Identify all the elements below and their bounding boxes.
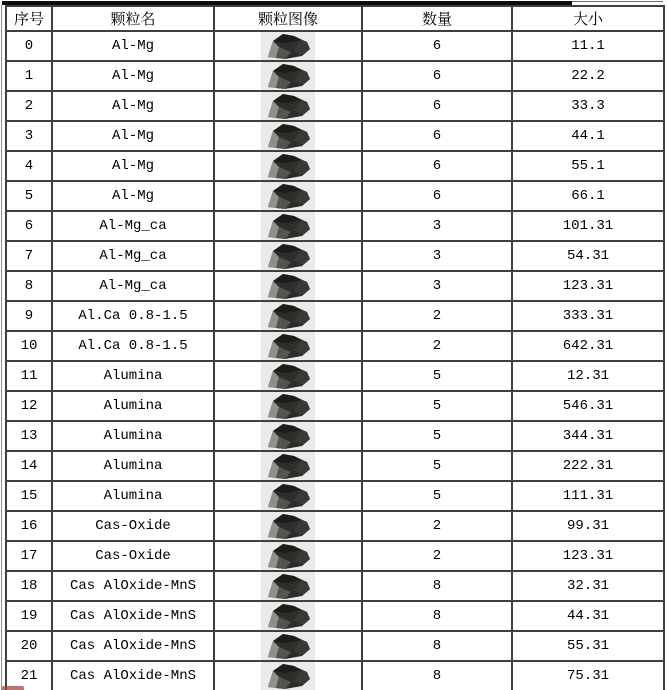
cell-particle-name: Al-Mg_ca	[52, 211, 214, 241]
particle-thumbnail-icon	[261, 302, 315, 330]
cell-particle-image	[214, 31, 362, 61]
cell-count: 8	[362, 631, 512, 661]
cell-particle-image	[214, 361, 362, 391]
cell-size: 54.31	[512, 241, 664, 271]
cell-particle-name: Al-Mg	[52, 31, 214, 61]
bottom-left-artifact	[2, 686, 24, 690]
cell-particle-image	[214, 301, 362, 331]
cell-count: 6	[362, 31, 512, 61]
cell-particle-name: Alumina	[52, 361, 214, 391]
table-row[interactable]	[6, 241, 664, 271]
cell-count: 2	[362, 511, 512, 541]
cell-particle-name: Al-Mg	[52, 151, 214, 181]
cell-particle-name: Cas-Oxide	[52, 541, 214, 571]
cell-particle-image	[214, 211, 362, 241]
particle-thumbnail-icon	[261, 32, 315, 60]
cell-particle-image	[214, 631, 362, 661]
cell-size: 66.1	[512, 181, 664, 211]
table-row[interactable]	[6, 91, 664, 121]
table-row[interactable]	[6, 601, 664, 631]
table-row[interactable]	[6, 361, 664, 391]
cell-particle-image	[214, 241, 362, 271]
cell-particle-name: Al-Mg	[52, 61, 214, 91]
cell-count: 3	[362, 211, 512, 241]
particle-table-container	[1, 5, 665, 690]
table-row[interactable]	[6, 301, 664, 331]
cell-size: 99.31	[512, 511, 664, 541]
cell-count: 6	[362, 121, 512, 151]
cell-particle-image	[214, 391, 362, 421]
particle-thumbnail-icon	[261, 482, 315, 510]
particle-thumbnail-icon	[261, 272, 315, 300]
particle-thumbnail-icon	[261, 332, 315, 360]
cell-size: 12.31	[512, 361, 664, 391]
cell-count: 2	[362, 331, 512, 361]
cell-particle-name: Cas AlOxide-MnS	[52, 631, 214, 661]
cell-index: 11	[6, 361, 52, 391]
cell-count: 3	[362, 241, 512, 271]
cell-size: 32.31	[512, 571, 664, 601]
cell-count: 5	[362, 421, 512, 451]
cell-particle-name: Al-Mg	[52, 91, 214, 121]
particle-thumbnail-icon	[261, 512, 315, 540]
cell-size: 123.31	[512, 541, 664, 571]
cell-index: 2	[6, 91, 52, 121]
header-particle-image[interactable]: 颗粒图像	[214, 6, 362, 31]
cell-particle-name: Al-Mg	[52, 181, 214, 211]
particle-thumbnail-icon	[261, 62, 315, 90]
cell-size: 75.31	[512, 661, 664, 690]
particle-thumbnail-icon	[261, 212, 315, 240]
cell-particle-image	[214, 571, 362, 601]
cell-size: 222.31	[512, 451, 664, 481]
table-body	[6, 31, 664, 690]
header-size[interactable]: 大小	[512, 6, 664, 31]
cell-count: 8	[362, 661, 512, 690]
cell-particle-image	[214, 541, 362, 571]
table-row[interactable]	[6, 481, 664, 511]
table-row[interactable]	[6, 661, 664, 690]
particle-thumbnail-icon	[261, 452, 315, 480]
table-row[interactable]	[6, 571, 664, 601]
cell-index: 15	[6, 481, 52, 511]
cell-particle-name: Alumina	[52, 481, 214, 511]
particle-thumbnail-icon	[261, 392, 315, 420]
cell-index: 13	[6, 421, 52, 451]
cell-size: 333.31	[512, 301, 664, 331]
cell-count: 6	[362, 151, 512, 181]
table-row[interactable]	[6, 121, 664, 151]
cell-index: 21	[6, 661, 52, 690]
cell-index: 18	[6, 571, 52, 601]
table-row[interactable]	[6, 151, 664, 181]
cell-count: 2	[362, 541, 512, 571]
cell-particle-image	[214, 511, 362, 541]
table-row[interactable]	[6, 31, 664, 61]
particle-thumbnail-icon	[261, 92, 315, 120]
cell-index: 5	[6, 181, 52, 211]
table-row[interactable]	[6, 391, 664, 421]
cell-particle-name: Al.Ca 0.8-1.5	[52, 331, 214, 361]
cell-count: 5	[362, 451, 512, 481]
table-row[interactable]	[6, 181, 664, 211]
cell-size: 111.31	[512, 481, 664, 511]
cell-particle-image	[214, 601, 362, 631]
cell-count: 5	[362, 391, 512, 421]
particle-thumbnail-icon	[261, 362, 315, 390]
cell-index: 8	[6, 271, 52, 301]
cell-particle-name: Cas AlOxide-MnS	[52, 571, 214, 601]
cell-index: 17	[6, 541, 52, 571]
cell-size: 546.31	[512, 391, 664, 421]
cell-size: 44.1	[512, 121, 664, 151]
cell-count: 6	[362, 181, 512, 211]
cell-index: 12	[6, 391, 52, 421]
cell-particle-name: Al.Ca 0.8-1.5	[52, 301, 214, 331]
cell-count: 8	[362, 601, 512, 631]
table-header	[6, 6, 664, 31]
header-row	[6, 6, 664, 31]
cell-count: 2	[362, 301, 512, 331]
cell-particle-image	[214, 91, 362, 121]
cell-particle-name: Alumina	[52, 391, 214, 421]
cell-size: 55.31	[512, 631, 664, 661]
particle-thumbnail-icon	[261, 662, 315, 690]
cell-particle-name: Cas-Oxide	[52, 511, 214, 541]
header-index[interactable]: 序号	[6, 6, 52, 31]
cell-index: 20	[6, 631, 52, 661]
cell-count: 5	[362, 361, 512, 391]
cell-size: 344.31	[512, 421, 664, 451]
cell-count: 6	[362, 61, 512, 91]
particle-thumbnail-icon	[261, 182, 315, 210]
cell-index: 7	[6, 241, 52, 271]
particle-thumbnail-icon	[261, 542, 315, 570]
cell-particle-name: Al-Mg_ca	[52, 271, 214, 301]
cell-particle-name: Cas AlOxide-MnS	[52, 601, 214, 631]
cell-particle-image	[214, 661, 362, 690]
cell-particle-name: Alumina	[52, 451, 214, 481]
particle-table	[5, 5, 665, 690]
cell-index: 4	[6, 151, 52, 181]
cell-size: 11.1	[512, 31, 664, 61]
header-count[interactable]: 数量	[362, 6, 512, 31]
cell-index: 3	[6, 121, 52, 151]
cell-index: 19	[6, 601, 52, 631]
table-row[interactable]	[6, 211, 664, 241]
cell-size: 33.3	[512, 91, 664, 121]
cell-particle-image	[214, 421, 362, 451]
cell-count: 3	[362, 271, 512, 301]
cell-index: 14	[6, 451, 52, 481]
table-row[interactable]	[6, 541, 664, 571]
cell-particle-image	[214, 61, 362, 91]
cell-particle-image	[214, 271, 362, 301]
cell-size: 123.31	[512, 271, 664, 301]
table-row[interactable]	[6, 421, 664, 451]
cell-particle-image	[214, 331, 362, 361]
particle-thumbnail-icon	[261, 152, 315, 180]
cell-particle-name: Cas AlOxide-MnS	[52, 661, 214, 690]
cell-count: 6	[362, 91, 512, 121]
particle-thumbnail-icon	[261, 632, 315, 660]
cell-index: 16	[6, 511, 52, 541]
cell-count: 8	[362, 571, 512, 601]
table-row[interactable]	[6, 451, 664, 481]
cell-size: 22.2	[512, 61, 664, 91]
cell-size: 101.31	[512, 211, 664, 241]
table-row[interactable]	[6, 271, 664, 301]
cell-index: 0	[6, 31, 52, 61]
cell-size: 55.1	[512, 151, 664, 181]
table-row[interactable]	[6, 631, 664, 661]
cell-particle-name: Al-Mg	[52, 121, 214, 151]
particle-thumbnail-icon	[261, 422, 315, 450]
cell-particle-image	[214, 181, 362, 211]
table-row[interactable]	[6, 331, 664, 361]
cell-count: 5	[362, 481, 512, 511]
cell-index: 6	[6, 211, 52, 241]
table-row[interactable]	[6, 511, 664, 541]
table-row[interactable]	[6, 61, 664, 91]
cell-index: 1	[6, 61, 52, 91]
particle-thumbnail-icon	[261, 602, 315, 630]
cell-particle-name: Alumina	[52, 421, 214, 451]
cell-index: 9	[6, 301, 52, 331]
particle-thumbnail-icon	[261, 242, 315, 270]
cell-particle-image	[214, 481, 362, 511]
cell-index: 10	[6, 331, 52, 361]
particle-thumbnail-icon	[261, 122, 315, 150]
cell-size: 642.31	[512, 331, 664, 361]
particle-thumbnail-icon	[261, 572, 315, 600]
cell-particle-image	[214, 451, 362, 481]
cell-particle-image	[214, 121, 362, 151]
cell-size: 44.31	[512, 601, 664, 631]
header-particle-name[interactable]: 颗粒名	[52, 6, 214, 31]
cell-particle-image	[214, 151, 362, 181]
cell-particle-name: Al-Mg_ca	[52, 241, 214, 271]
top-divider-thin-line	[572, 1, 663, 2]
